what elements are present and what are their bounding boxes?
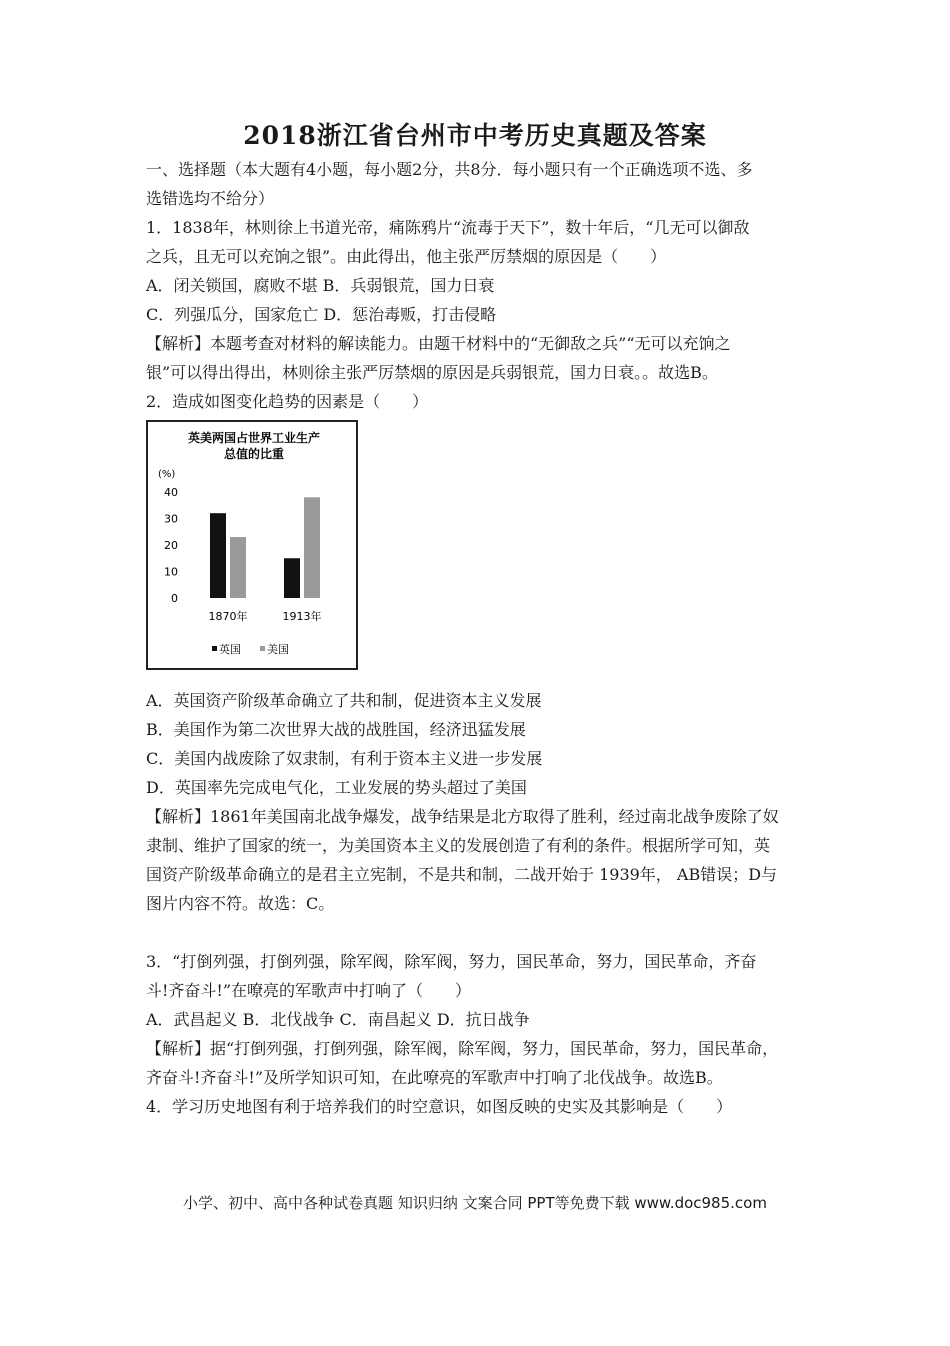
question-2-stem: 2．造成如图变化趋势的因素是（ ） — [146, 392, 429, 411]
bar-chart — [146, 420, 358, 670]
question-1-options-ab: A．闭关锁国，腐败不堪 B．兵弱银荒，国力日衰 — [146, 276, 495, 295]
y-tick-label: 40 — [164, 486, 178, 499]
chart-unit-label: (%) — [158, 469, 176, 480]
question-3-options: A．武昌起义 B．北伐战争 C．南昌起义 D．抗日战争 — [146, 1010, 530, 1029]
section-heading-cont: 选错选均不给分） — [146, 189, 275, 208]
legend-label: 英国 — [219, 643, 241, 656]
question-2-analysis-cont-1: 隶制、维护了国家的统一，为美国资本主义的发展创造了有利的条件。根据所学可知，英 — [146, 836, 771, 855]
question-2-analysis-cont-2: 国资产阶级革命确立的是君主立宪制，不是共和制，二战开始于 1939年， AB错误；D与 — [146, 865, 778, 884]
bar-美国-1913年 — [304, 497, 320, 598]
y-tick-label: 20 — [164, 539, 178, 552]
y-tick-label: 0 — [171, 592, 178, 605]
chart-title-line-1: 英美两国占世界工业生产 — [187, 431, 321, 445]
x-tick-label: 1913年 — [282, 610, 322, 623]
question-1-stem-cont: 之兵，且无可以充饷之银”。由此得出，他主张严厉禁烟的原因是（ ） — [146, 247, 667, 266]
question-2-analysis: 【解析】1861年美国南北战争爆发，战争结果是北方取得了胜利，经过南北战争废除了奴 — [146, 807, 779, 826]
question-1-options-cd: C．列强瓜分，国家危亡 D．惩治毒贩，打击侵略 — [146, 305, 497, 324]
y-tick-label: 10 — [164, 565, 178, 579]
question-2-option-d: D．英国率先完成电气化，工业发展的势头超过了美国 — [146, 778, 527, 797]
bar-英国-1913年 — [284, 558, 300, 598]
y-tick-label: 30 — [164, 512, 178, 526]
question-3-stem-cont: 斗!齐奋斗!”在嘹亮的军歌声中打响了（ ） — [146, 981, 472, 1000]
legend-swatch — [212, 646, 217, 651]
question-1-analysis: 【解析】本题考查对材料的解读能力。由题干材料中的“无御敌之兵”“无可以充饷之 — [146, 334, 731, 353]
bar-美国-1870年 — [230, 537, 246, 598]
legend-label: 美国 — [267, 643, 289, 656]
page-title: 2018浙江省台州市中考历史真题及答案 — [243, 121, 707, 150]
question-3-stem: 3．“打倒列强，打倒列强，除军阀，除军阀，努力，国民革命，努力，国民革命，齐奋 — [146, 952, 757, 971]
bar-chart-svg — [148, 422, 356, 668]
bar-英国-1870年 — [210, 513, 226, 598]
question-1-analysis-cont: 银”可以得出得出，林则徐主张严厉禁烟的原因是兵弱银荒，国力日衰。。故选B。 — [146, 363, 718, 382]
section-heading: 一、选择题（本大题有4小题，每小题2分，共8分．每小题只有一个正确选项不选、多 — [146, 160, 753, 179]
question-3-analysis-cont: 齐奋斗!齐奋斗!”及所学知识可知，在此嘹亮的军歌声中打响了北伐战争。故选B。 — [146, 1068, 723, 1087]
question-1-stem: 1．1838年，林则徐上书道光帝，痛陈鸦片“流毒于天下”，数十年后，“几无可以御敌 — [146, 218, 750, 237]
question-2-option-a: A．英国资产阶级革命确立了共和制，促进资本主义发展 — [146, 691, 542, 710]
question-4-stem: 4．学习历史地图有利于培养我们的时空意识，如图反映的史实及其影响是（ ） — [146, 1097, 733, 1116]
page-footer: 小学、初中、高中各种试卷真题 知识归纳 文案合同 PPT等免费下载 www.doc985.com — [183, 1194, 767, 1212]
legend-swatch — [260, 646, 265, 651]
x-tick-label: 1870年 — [208, 610, 248, 623]
question-2-option-b: B．美国作为第二次世界大战的战胜国，经济迅猛发展 — [146, 720, 526, 739]
chart-title-line-2: 总值的比重 — [223, 447, 285, 461]
question-2-option-c: C．美国内战废除了奴隶制，有利于资本主义进一步发展 — [146, 749, 543, 768]
question-3-analysis: 【解析】据“打倒列强，打倒列强，除军阀，除军阀，努力，国民革命，努力，国民革命， — [146, 1039, 779, 1058]
question-2-analysis-cont-3: 图片内容不符。故选：C。 — [146, 894, 335, 913]
